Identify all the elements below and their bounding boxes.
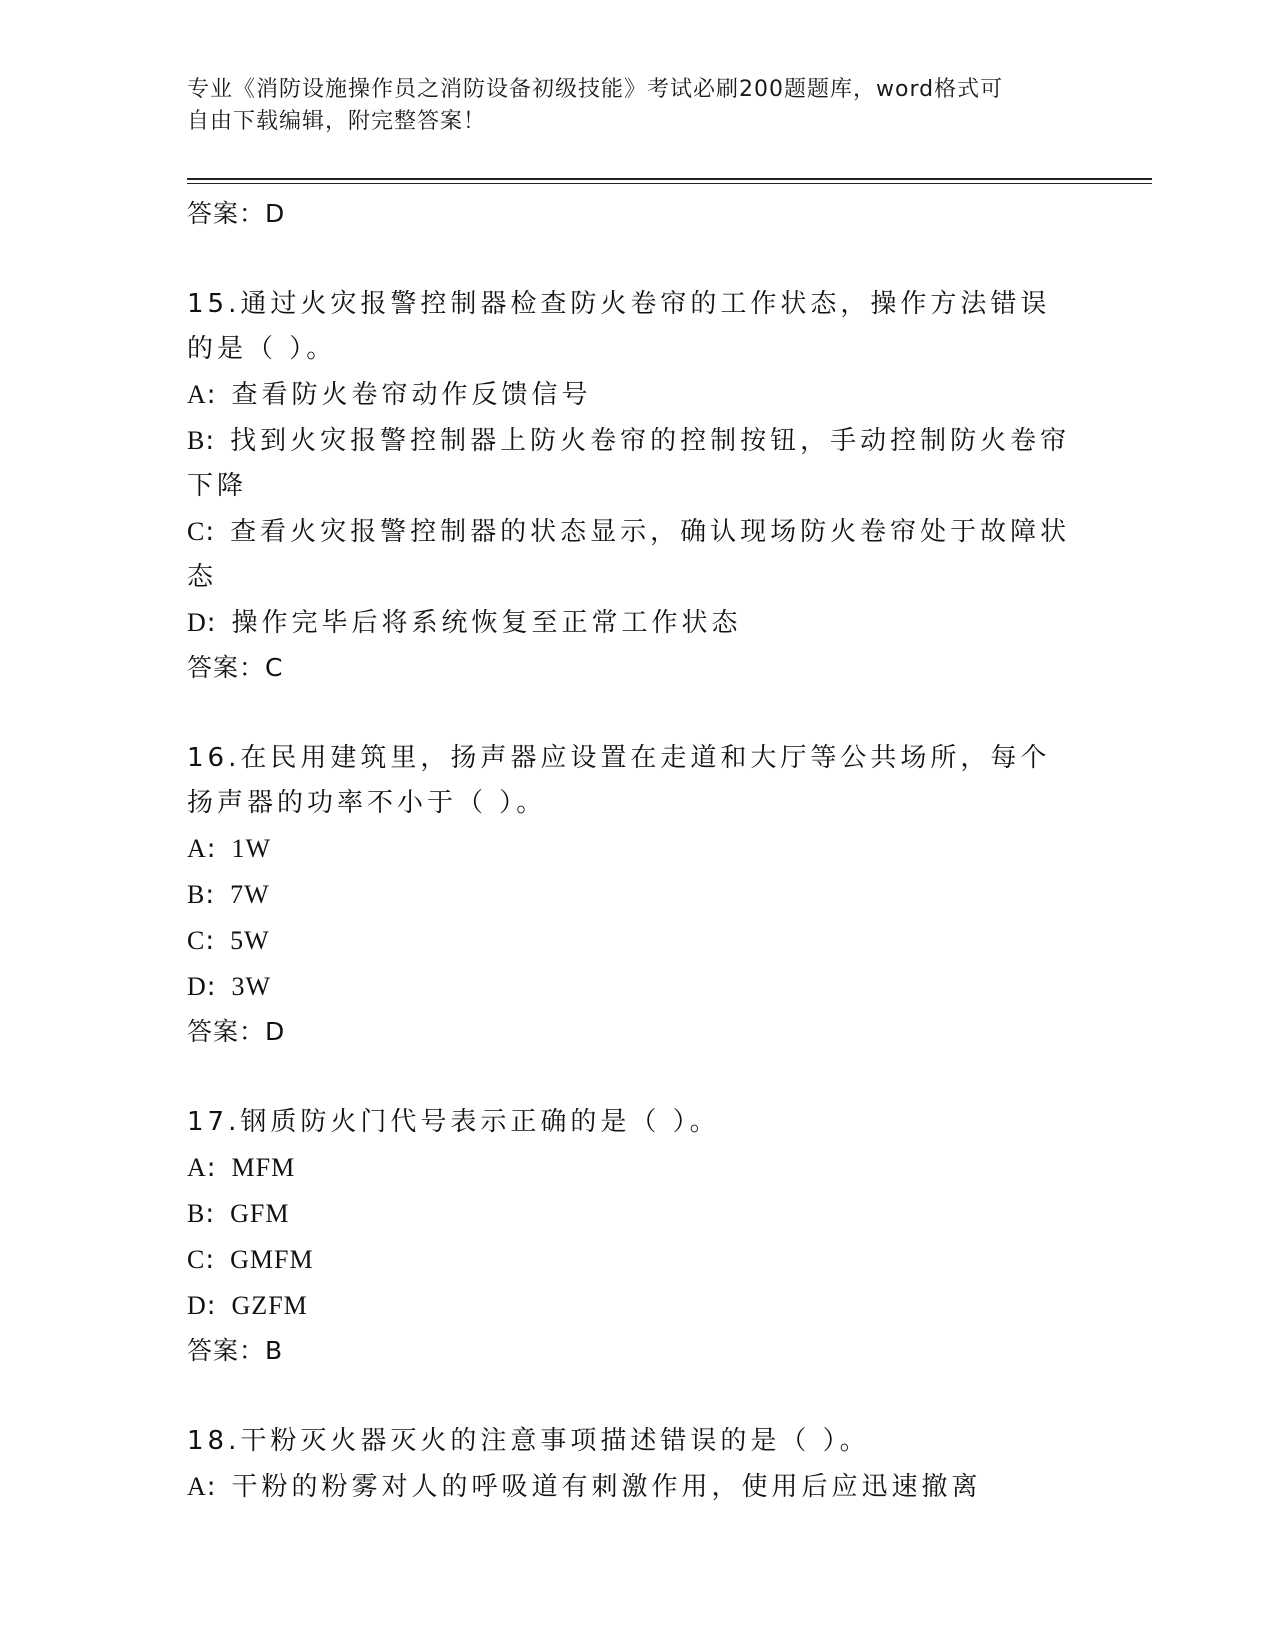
option-sep: : bbox=[205, 880, 219, 910]
option-d bbox=[187, 600, 1077, 646]
option-a bbox=[187, 826, 1077, 872]
option-text: 查看火灾报警控制器的状态显示，确认现场防火卷帘处于故障状态 bbox=[187, 517, 1071, 592]
option-letter: A bbox=[187, 834, 207, 863]
question-17 bbox=[187, 1100, 1077, 1373]
option-a bbox=[187, 1145, 1077, 1191]
option-sep: : bbox=[205, 517, 219, 547]
question-list bbox=[187, 192, 1077, 1510]
option-sep: : bbox=[206, 380, 220, 410]
option-text: GMFM bbox=[230, 1245, 314, 1274]
question-text: 16.在民用建筑里，扬声器应设置在走道和大厅等公共场所，每个扬声器的功率不小于（ ）。 bbox=[187, 743, 1051, 818]
option-a bbox=[187, 372, 1077, 418]
option-letter: D bbox=[187, 1291, 207, 1320]
option-sep: : bbox=[205, 1199, 219, 1229]
header-rule-thick bbox=[187, 178, 1152, 180]
option-sep: : bbox=[205, 1245, 219, 1275]
answer-prev: 答案：D bbox=[187, 199, 286, 228]
question-text: 18.干粉灭火器灭火的注意事项描述错误的是（ ）。 bbox=[187, 1426, 870, 1456]
answer: 答案：C bbox=[187, 653, 284, 682]
option-letter: A bbox=[187, 380, 207, 409]
option-letter: C bbox=[187, 1245, 206, 1274]
option-text: 查看防火卷帘动作反馈信号 bbox=[231, 380, 592, 410]
option-b bbox=[187, 1191, 1077, 1237]
option-text: 3W bbox=[231, 972, 272, 1001]
question-text: 17.钢质防火门代号表示正确的是（ ）。 bbox=[187, 1107, 720, 1137]
option-d bbox=[187, 1283, 1077, 1329]
page-header bbox=[187, 74, 1067, 138]
option-sep: : bbox=[206, 1291, 220, 1321]
option-sep: : bbox=[206, 834, 220, 864]
header-line-1: 专业《消防设施操作员之消防设备初级技能》考试必刷200题题库，word格式可 bbox=[187, 77, 1004, 102]
option-sep: : bbox=[206, 1153, 220, 1183]
option-text: 操作完毕后将系统恢复至正常工作状态 bbox=[231, 608, 742, 638]
question-15 bbox=[187, 282, 1077, 690]
header-line-2: 自由下载编辑，附完整答案！ bbox=[187, 109, 487, 134]
option-sep: : bbox=[206, 608, 220, 638]
option-sep: : bbox=[205, 426, 219, 456]
option-sep: : bbox=[205, 926, 219, 956]
option-b bbox=[187, 872, 1077, 918]
option-text: GZFM bbox=[231, 1291, 308, 1320]
question-16 bbox=[187, 736, 1077, 1054]
option-letter: B bbox=[187, 426, 206, 455]
option-text: 找到火灾报警控制器上防火卷帘的控制按钮，手动控制防火卷帘下降 bbox=[187, 426, 1071, 501]
option-c bbox=[187, 1237, 1077, 1283]
option-c bbox=[187, 918, 1077, 964]
question-text: 15.通过火灾报警控制器检查防火卷帘的工作状态，操作方法错误的是（ ）。 bbox=[187, 289, 1051, 364]
answer: 答案：D bbox=[187, 1017, 286, 1046]
option-letter: A bbox=[187, 1153, 207, 1182]
answer: 答案：B bbox=[187, 1336, 284, 1365]
option-text: 1W bbox=[231, 834, 272, 863]
question-18 bbox=[187, 1419, 1077, 1510]
option-letter: C bbox=[187, 517, 206, 546]
option-letter: C bbox=[187, 926, 206, 955]
option-letter: A bbox=[187, 1472, 207, 1501]
option-d bbox=[187, 964, 1077, 1010]
option-sep: : bbox=[206, 1472, 220, 1502]
option-text: 7W bbox=[230, 880, 270, 909]
option-sep: : bbox=[206, 972, 220, 1002]
option-a bbox=[187, 1464, 1077, 1510]
option-text: GFM bbox=[230, 1199, 290, 1228]
header-rule-thin bbox=[187, 183, 1152, 184]
option-letter: D bbox=[187, 608, 207, 637]
option-text: 5W bbox=[230, 926, 270, 955]
option-letter: B bbox=[187, 880, 206, 909]
option-text: MFM bbox=[231, 1153, 296, 1182]
option-letter: B bbox=[187, 1199, 206, 1228]
option-c bbox=[187, 509, 1077, 600]
option-letter: D bbox=[187, 972, 207, 1001]
option-b bbox=[187, 418, 1077, 509]
option-text: 干粉的粉雾对人的呼吸道有刺激作用，使用后应迅速撤离 bbox=[231, 1472, 982, 1502]
